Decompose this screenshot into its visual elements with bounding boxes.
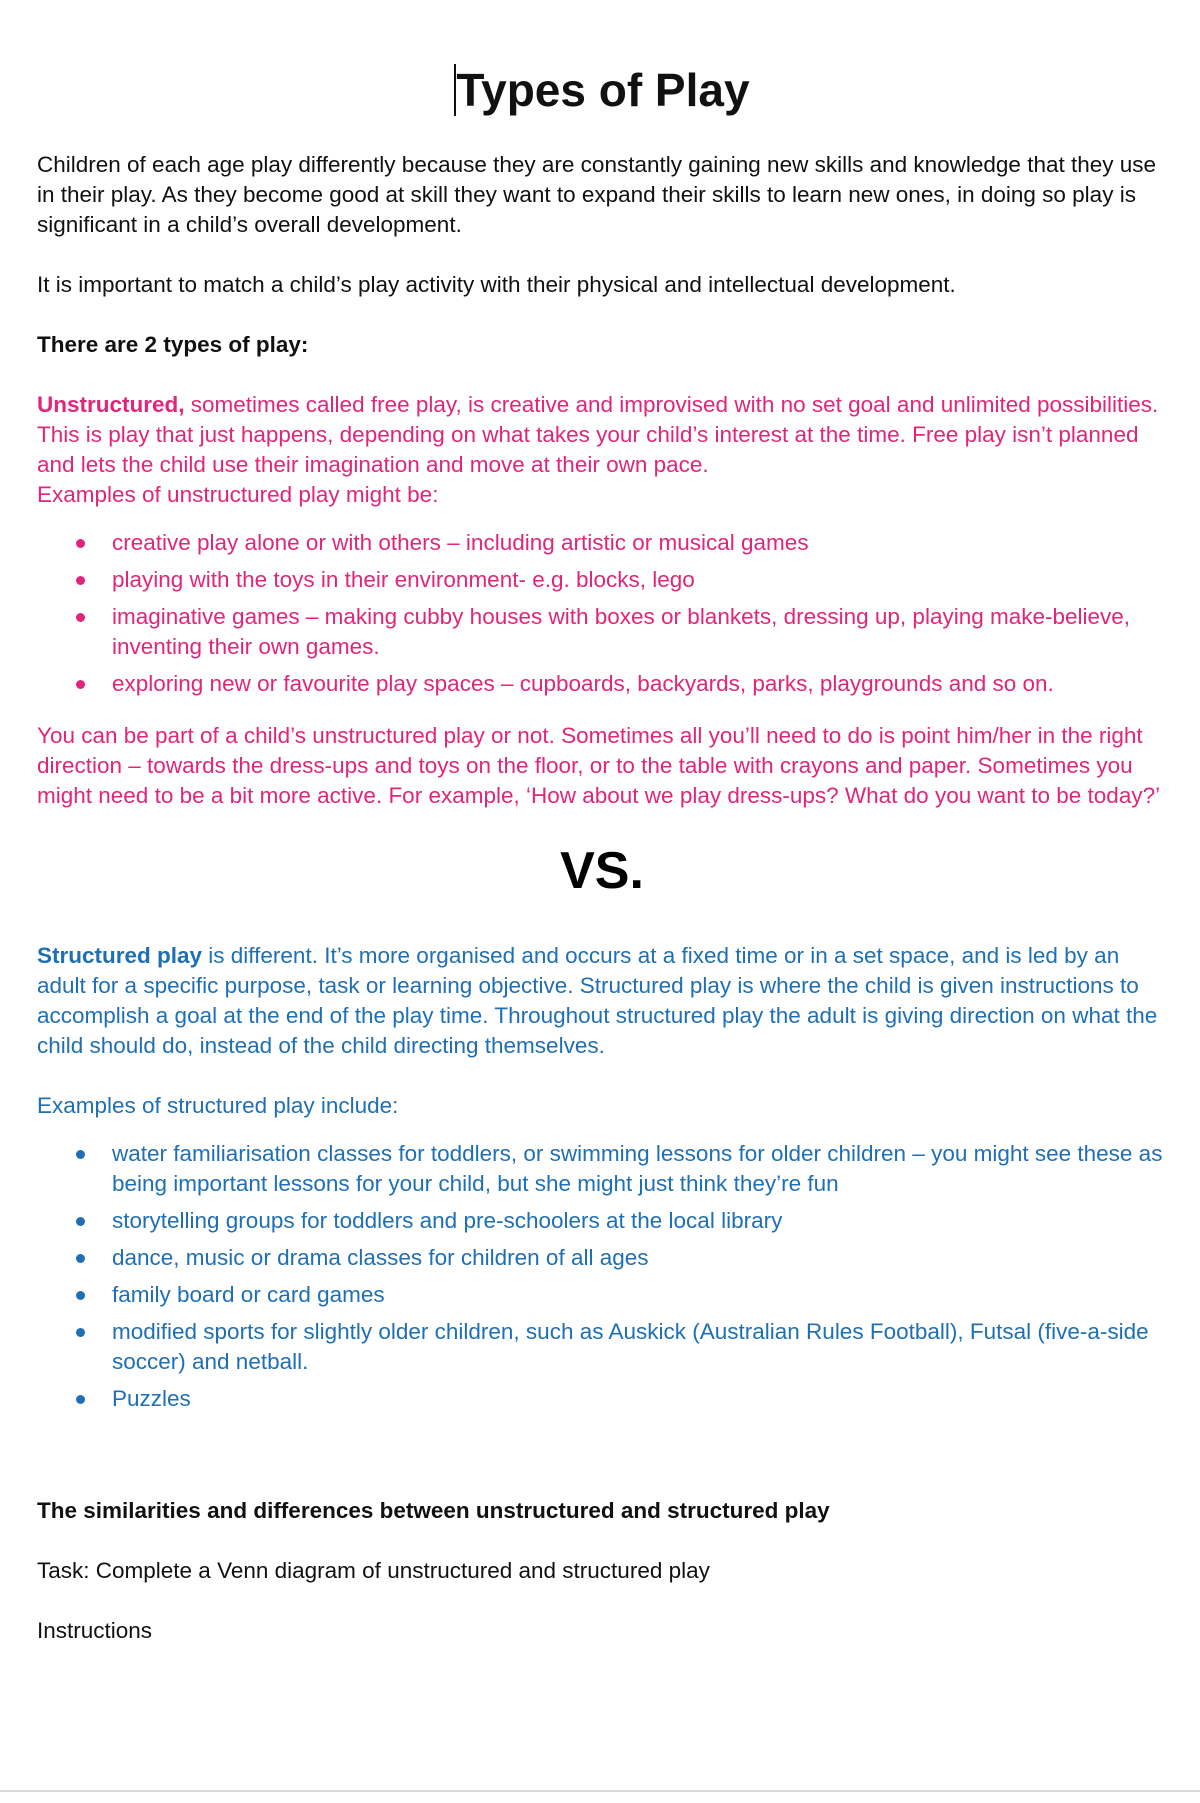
page-title: Types of Play xyxy=(456,64,750,116)
document-body xyxy=(37,60,1167,1676)
list-item: storytelling groups for toddlers and pre-schoolers at the local library xyxy=(37,1206,1167,1236)
list-item: dance, music or drama classes for children of all ages xyxy=(37,1243,1167,1273)
task-heading: The similarities and differences between unstructured and structured play xyxy=(37,1498,830,1523)
unstructured-examples-list xyxy=(37,528,1167,699)
list-item: Puzzles xyxy=(37,1384,1167,1414)
list-item: imaginative games – making cubby houses with boxes or blankets, dressing up, playing make-believe, inventing their own games. xyxy=(37,602,1167,662)
bullet-icon xyxy=(76,1217,85,1226)
list-item: modified sports for slightly older children, such as Auskick (Australian Rules Football), Futsal (five-a-side soccer) and netball. xyxy=(37,1317,1167,1377)
bullet-icon xyxy=(76,576,85,585)
bullet-icon xyxy=(76,539,85,548)
unstructured-text: sometimes called free play, is creative and improvised with no set goal and unlimited possibilities. This is play that just happens, depending on what takes your child’s interest at the time. Free play isn’t planned and lets the child use their imagination and move at their own pace. xyxy=(37,392,1159,477)
bullet-icon xyxy=(76,1328,85,1337)
list-item: water familiarisation classes for toddlers, or swimming lessons for older children – you might see these as being important lessons for your child, but she might just think they’re fun xyxy=(37,1139,1167,1199)
instructions-label: Instructions xyxy=(37,1618,153,1643)
bullet-icon xyxy=(76,1291,85,1300)
vs-heading: VS. xyxy=(560,842,644,900)
bullet-icon xyxy=(76,1150,85,1159)
structured-examples-intro: Examples of structured play include: xyxy=(37,1093,399,1118)
bullet-icon xyxy=(76,1395,85,1404)
unstructured-paragraph xyxy=(37,390,1167,480)
list-item: creative play alone or with others – including artistic or musical games xyxy=(37,528,1167,558)
list-item: family board or card games xyxy=(37,1280,1167,1310)
bullet-icon xyxy=(76,680,85,689)
types-heading: There are 2 types of play: xyxy=(37,332,309,357)
structured-lead: Structured play xyxy=(37,943,203,968)
list-item: exploring new or favourite play spaces – cupboards, backyards, parks, playgrounds and so on. xyxy=(37,669,1167,699)
unstructured-examples-intro: Examples of unstructured play might be: xyxy=(37,482,439,507)
bullet-icon xyxy=(76,1254,85,1263)
task-line: Task: Complete a Venn diagram of unstructured and structured play xyxy=(37,1558,710,1583)
intro-paragraph-match: It is important to match a child’s play activity with their physical and intellectual development. xyxy=(37,272,956,297)
structured-examples-list xyxy=(37,1139,1167,1414)
structured-paragraph xyxy=(37,941,1167,1061)
bullet-icon xyxy=(76,613,85,622)
unstructured-closing: You can be part of a child’s unstructured play or not. Sometimes all you’ll need to do is point him/her in the right direction – towards the dress-ups and toys on the floor, or to the table with crayons and paper. Sometimes you might need to be a bit more active. For example, ‘How about we play dress-ups? What do you want to be today?’ xyxy=(37,723,1161,808)
unstructured-lead: Unstructured, xyxy=(37,392,185,417)
intro-paragraph: Children of each age play differently because they are constantly gaining new skills and knowledge that they use in their play. As they become good at skill they want to expand their skills to learn new ones, in doing so play is significant in a child’s overall development. xyxy=(37,152,1157,237)
section-spacer xyxy=(37,1436,1167,1496)
structured-text: is different. It’s more organised and occurs at a fixed time or in a set space, and is led by an adult for a specific purpose, task or learning objective. Structured play is where the child is given instructions to accomplish a goal at the end of the play time. Throughout structured play the adult is giving direction on what the child should do, instead of the child directing themselves. xyxy=(37,943,1158,1058)
list-item: playing with the toys in their environment- e.g. blocks, lego xyxy=(37,565,1167,595)
